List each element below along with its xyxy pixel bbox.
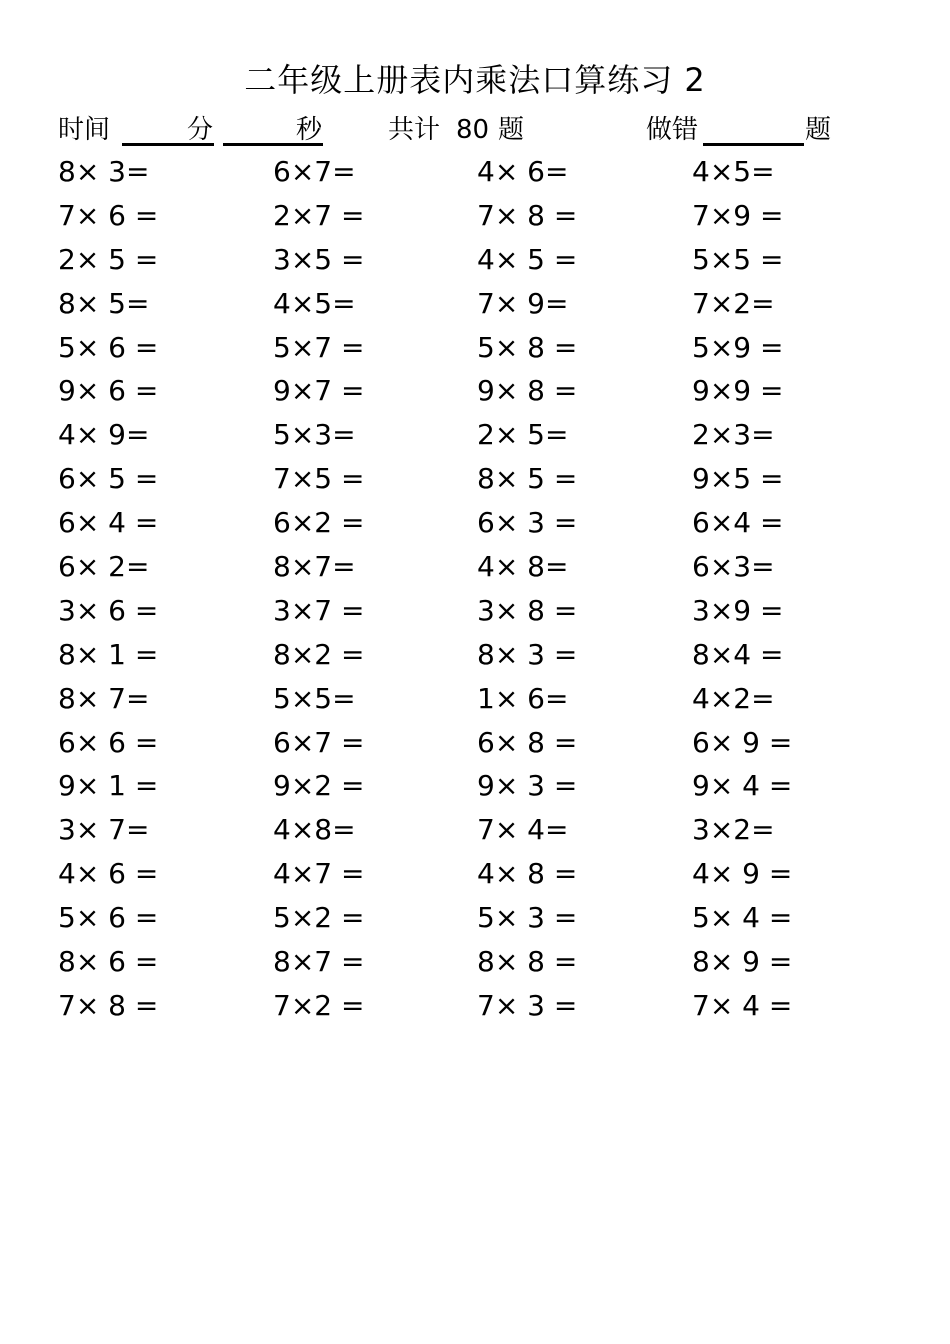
multiplication-problem: 4× 9= — [58, 418, 150, 452]
multiplication-problem: 8×7= — [273, 550, 356, 584]
errors-label: 做错 — [646, 115, 699, 145]
multiplication-problem: 3×9 = — [692, 593, 784, 627]
worksheet-header — [0, 112, 950, 148]
multiplication-problem: 9× 1 = — [58, 769, 159, 803]
multiplication-problem: 5×2 = — [273, 901, 365, 935]
multiplication-problem: 6×4 = — [692, 506, 784, 540]
multiplication-problem: 8×7 = — [273, 945, 365, 979]
errors-unit: 题 — [805, 115, 832, 145]
multiplication-problem: 7×2 = — [273, 988, 365, 1022]
problems-grid — [58, 150, 918, 1028]
multiplication-problem: 6× 9 = — [692, 725, 793, 759]
multiplication-problem: 3× 8 = — [477, 593, 578, 627]
multiplication-problem: 9× 3 = — [477, 769, 578, 803]
worksheet-title: 二年级上册表内乘法口算练习 2 — [244, 61, 706, 99]
multiplication-problem: 1× 6= — [477, 681, 569, 715]
multiplication-problem: 9×9 = — [692, 374, 784, 408]
multiplication-problem: 8× 8 = — [477, 945, 578, 979]
multiplication-problem: 8×2 = — [273, 637, 365, 671]
multiplication-problem: 5×9 = — [692, 330, 784, 364]
time-label: 时间 — [58, 115, 111, 145]
multiplication-problem: 8× 5 = — [477, 462, 578, 496]
multiplication-problem: 7×2= — [692, 286, 775, 320]
total-unit: 题 — [498, 115, 525, 145]
multiplication-problem: 3× 6 = — [58, 593, 159, 627]
total-count: 80 — [456, 115, 490, 145]
multiplication-problem: 8× 6 = — [58, 945, 159, 979]
multiplication-problem: 9× 6 = — [58, 374, 159, 408]
multiplication-problem: 8× 3 = — [477, 637, 578, 671]
multiplication-problem: 7× 8 = — [58, 988, 159, 1022]
multiplication-problem: 7×9 = — [692, 198, 784, 232]
multiplication-problem: 3×2= — [692, 813, 775, 847]
multiplication-problem: 4× 8 = — [477, 857, 578, 891]
multiplication-problem: 7×5 = — [273, 462, 365, 496]
multiplication-problem: 9×7 = — [273, 374, 365, 408]
multiplication-problem: 5× 4 = — [692, 901, 793, 935]
multiplication-problem: 9× 8 = — [477, 374, 578, 408]
multiplication-problem: 2× 5= — [477, 418, 569, 452]
multiplication-problem: 6× 6 = — [58, 725, 159, 759]
multiplication-problem: 4×8= — [273, 813, 356, 847]
multiplication-problem: 6×7 = — [273, 725, 365, 759]
total-label: 共计 — [388, 115, 441, 145]
multiplication-problem: 4× 6 = — [58, 857, 159, 891]
minute-label: 分 — [187, 115, 214, 145]
multiplication-problem: 8× 3= — [58, 155, 150, 188]
multiplication-problem: 5× 6 = — [58, 330, 159, 364]
multiplication-problem: 3×7 = — [273, 593, 365, 627]
multiplication-problem: 7× 9= — [477, 286, 569, 320]
multiplication-problem: 6×3= — [692, 550, 775, 584]
multiplication-problem: 6× 5 = — [58, 462, 159, 496]
multiplication-problem: 8× 9 = — [692, 945, 793, 979]
multiplication-problem: 3× 7= — [58, 813, 150, 847]
multiplication-problem: 4×7 = — [273, 857, 365, 891]
multiplication-problem: 7× 4 = — [692, 988, 793, 1022]
multiplication-problem: 5× 6 = — [58, 901, 159, 935]
multiplication-problem: 4×5= — [273, 286, 356, 320]
multiplication-problem: 7× 6 = — [58, 198, 159, 232]
multiplication-problem: 4×2= — [692, 681, 775, 715]
multiplication-problem: 8× 7= — [58, 681, 150, 715]
multiplication-problem: 6× 2= — [58, 550, 150, 584]
errors-blank[interactable] — [703, 143, 804, 146]
multiplication-problem: 7× 4= — [477, 813, 569, 847]
multiplication-problem: 7× 3 = — [477, 988, 578, 1022]
multiplication-problem: 8× 1 = — [58, 637, 159, 671]
multiplication-problem: 6×2 = — [273, 506, 365, 540]
multiplication-problem: 4× 5 = — [477, 242, 578, 276]
multiplication-problem: 4× 9 = — [692, 857, 793, 891]
multiplication-problem: 5×5 = — [692, 242, 784, 276]
multiplication-problem: 5×5= — [273, 681, 356, 715]
multiplication-problem: 4×5= — [692, 155, 775, 188]
multiplication-problem: 8× 5= — [58, 286, 150, 320]
multiplication-problem: 5×3= — [273, 418, 356, 452]
multiplication-problem: 6× 3 = — [477, 506, 578, 540]
multiplication-problem: 2×3= — [692, 418, 775, 452]
multiplication-problem: 9×5 = — [692, 462, 784, 496]
multiplication-problem: 4× 6= — [477, 155, 569, 188]
multiplication-problem: 5× 3 = — [477, 901, 578, 935]
multiplication-problem: 7× 8 = — [477, 198, 578, 232]
second-label: 秒 — [296, 115, 323, 145]
multiplication-problem: 9×2 = — [273, 769, 365, 803]
multiplication-problem: 2× 5 = — [58, 242, 159, 276]
multiplication-problem: 5× 8 = — [477, 330, 578, 364]
multiplication-problem: 6× 8 = — [477, 725, 578, 759]
multiplication-problem: 2×7 = — [273, 198, 365, 232]
multiplication-problem: 9× 4 = — [692, 769, 793, 803]
multiplication-problem: 6× 4 = — [58, 506, 159, 540]
multiplication-problem: 6×7= — [273, 155, 356, 188]
multiplication-problem: 3×5 = — [273, 242, 365, 276]
multiplication-problem: 5×7 = — [273, 330, 365, 364]
multiplication-problem: 8×4 = — [692, 637, 784, 671]
multiplication-problem: 4× 8= — [477, 550, 569, 584]
